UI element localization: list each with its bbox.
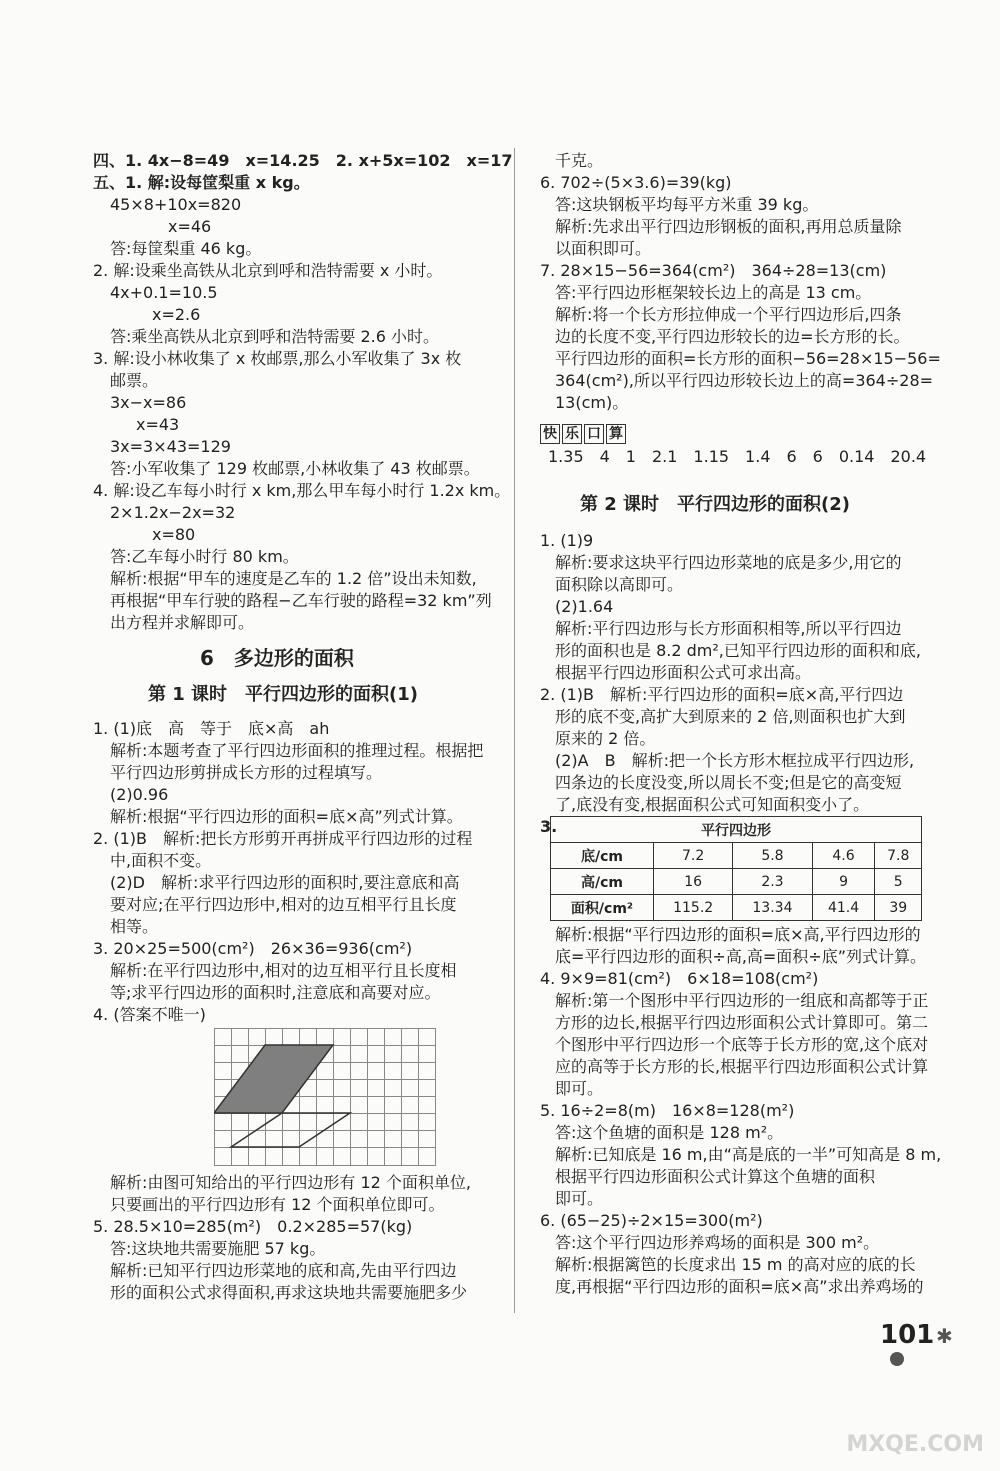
answer-line: (2)0.96 [110, 785, 169, 804]
answer-line: 3. 20×25=500(cm²) 26×36=936(cm²) [93, 939, 413, 958]
answer-line: 答:小军收集了 129 枚邮票,小林收集了 43 枚邮票。 [110, 459, 480, 478]
answer-line: 千克。 [555, 151, 604, 170]
analysis-line: 出方程并求解即可。 [110, 613, 255, 632]
analysis-line: 应的高等于长方形的长,根据平行四边形面积公式计算 [555, 1057, 929, 1076]
row-label: 底/cm [551, 843, 654, 869]
answer-line: x=2.6 [152, 305, 201, 324]
analysis-line: 解析:平行四边形与长方形面积相等,所以平行四边 [555, 619, 902, 638]
answer-line: 答:这块地共需要施肥 57 kg。 [110, 1239, 326, 1258]
analysis-line: 解析:已知底是 16 m,由“高是底的一半”可知高是 8 m, [555, 1145, 942, 1164]
analysis-line: 解析:根据“平行四边形的面积=底×高,平行四边形的 [555, 925, 921, 944]
answer-line: 6. 702÷(5×3.6)=39(kg) [540, 173, 732, 192]
analysis-line: 平行四边形剪拼成长方形的过程填写。 [110, 763, 383, 782]
question-label: 3. [540, 817, 558, 836]
watermark: MXQE.COM [846, 1432, 984, 1457]
analysis-line: 解析:本题考查了平行四边形面积的推理过程。根据把 [110, 741, 484, 760]
analysis-line: 方形的边长,根据平行四边形面积公式计算即可。第二 [555, 1013, 929, 1032]
analysis-line: 只要画出的平行四边形有 12 个面积单位即可。 [110, 1195, 445, 1214]
analysis-line: 解析:由图可知给出的平行四边形有 12 个面积单位, [110, 1173, 472, 1192]
answer-line: 答:乘坐高铁从北京到呼和浩特需要 2.6 小时。 [110, 327, 440, 346]
kuaile-char: 乐 [562, 424, 582, 444]
answer-line: 五、1. 解:设每筐梨重 x kg。 [93, 173, 310, 192]
analysis-line: 解析:先求出平行四边形钢板的面积,再用总质量除 [555, 217, 902, 236]
table-row [551, 869, 922, 895]
answer-line: 四、1. 4x−8=49 x=14.25 2. x+5x=102 x=17 [93, 151, 513, 170]
table-cell: 2.3 [733, 869, 812, 895]
analysis-line: 解析:在平行四边形中,相对的边互相平行且长度相 [110, 961, 457, 980]
table-cell: 7.8 [875, 843, 922, 869]
answer-line: x=43 [136, 415, 180, 434]
analysis-line: 解析:将一个长方形拉伸成一个平行四边形后,四条 [555, 305, 902, 324]
table-title: 平行四边形 [551, 817, 922, 843]
analysis-line: 根据平行四边形面积公式可求出高。 [555, 663, 812, 682]
answer-line: 1. (1)9 [540, 531, 594, 550]
answer-line: 7. 28×15−56=364(cm²) 364÷28=13(cm) [540, 261, 887, 280]
analysis-line: 边的长度不变,平行四边形较长的边=长方形的长。 [555, 327, 910, 346]
analysis-line: 即可。 [555, 1189, 604, 1208]
answer-line: x=80 [152, 525, 196, 544]
table-row [551, 843, 922, 869]
analysis-line: 个图形中平行四边形一个底等于长方形的宽,这个底对 [555, 1035, 929, 1054]
analysis-line: 解析:要求这块平行四边形菜地的底是多少,用它的 [555, 553, 902, 572]
analysis-line: 解析:根据篱笆的长度求出 15 m 的高对应的底的长 [555, 1255, 916, 1274]
analysis-line: 中,面积不变。 [110, 851, 212, 870]
answer-line: 邮票。 [110, 371, 159, 390]
kuaile-kousuan-label [540, 424, 626, 444]
kuaile-char: 口 [584, 424, 604, 444]
analysis-line: 解析:根据“甲车的速度是乙车的 1.2 倍”设出未知数, [110, 569, 477, 588]
answer-line: 45×8+10x=820 [110, 195, 242, 214]
answer-line: 3. 解:设小林收集了 x 枚邮票,那么小军收集了 3x 枚 [93, 349, 462, 368]
table-cell: 16 [654, 869, 733, 895]
answer-line: 4x+0.1=10.5 [110, 283, 218, 302]
analysis-line: 面积除以高即可。 [555, 575, 684, 594]
analysis-line: 364(cm²),所以平行四边形较长边上的高=364÷28= [555, 371, 934, 390]
answer-line: 6. (65−25)÷2×15=300(m²) [540, 1211, 763, 1230]
table-cell: 39 [875, 895, 922, 921]
dot-decoration [890, 1352, 904, 1366]
table-cell: 5.8 [733, 843, 812, 869]
analysis-line: 以面积即可。 [555, 239, 652, 258]
answer-line: x=46 [168, 217, 212, 236]
kuaile-char: 快 [540, 424, 560, 444]
answer-line: 答:乙车每小时行 80 km。 [110, 547, 299, 566]
analysis-line: 13(cm)。 [555, 393, 629, 412]
table-cell: 41.4 [812, 895, 875, 921]
page-number: 101 [880, 1320, 935, 1350]
analysis-line: 解析:第一个图形中平行四边形的一组底和高都等于正 [555, 991, 929, 1010]
kuaile-answers: 1.35 4 1 2.1 1.15 1.4 6 6 0.14 20.4 [548, 447, 927, 466]
answer-line: 4. 解:设乙车每小时行 x km,那么甲车每小时行 1.2x km。 [93, 481, 511, 500]
analysis-line: 要对应;在平行四边形中,相对的边互相平行且长度 [110, 895, 457, 914]
chapter-title: 6 多边形的面积 [200, 646, 354, 670]
analysis-line: 解析:已知平行四边形菜地的底和高,先由平行四边 [110, 1261, 457, 1280]
table-row [551, 895, 922, 921]
analysis-line: 根据平行四边形面积公式计算这个鱼塘的面积 [555, 1167, 876, 1186]
answer-line: (2)D 解析:求平行四边形的面积时,要注意底和高 [110, 873, 460, 892]
analysis-line: 形的面积公式求得面积,再求这块地共需要施肥多少 [110, 1283, 468, 1302]
analysis-line: 了,底没有变,根据面积公式可知面积变小了。 [555, 795, 870, 814]
kuaile-char: 算 [606, 424, 626, 444]
answer-line: (2)A B 解析:把一个长方形木框拉成平行四边形, [555, 751, 915, 770]
answer-line: 答:平行四边形框架较长边上的高是 13 cm。 [555, 283, 872, 302]
table-cell: 4.6 [812, 843, 875, 869]
parallelogram-table [550, 816, 922, 921]
analysis-line: 等;求平行四边形的面积时,注意底和高要对应。 [110, 983, 441, 1002]
answer-line: 5. 16÷2=8(m) 16×8=128(m²) [540, 1101, 795, 1120]
analysis-line: 解析:根据“平行四边形的面积=底×高”列式计算。 [110, 807, 463, 826]
analysis-line: 即可。 [555, 1079, 604, 1098]
answer-line: 4. 9×9=81(cm²) 6×18=108(cm²) [540, 969, 819, 988]
table-cell: 13.34 [733, 895, 812, 921]
answer-line: (2)1.64 [555, 597, 614, 616]
analysis-line: 四条边的长度没变,所以周长不变;但是它的高变短 [555, 773, 902, 792]
table-cell: 9 [812, 869, 875, 895]
answer-line: 3x−x=86 [110, 393, 187, 412]
analysis-line: 度,再根据“平行四边形的面积=底×高”求出养鸡场的 [555, 1277, 924, 1296]
answer-line: 答:这块钢板平均每平方米重 39 kg。 [555, 195, 819, 214]
analysis-line: 平行四边形的面积=长方形的面积−56=28×15−56= [555, 349, 941, 368]
table-cell: 7.2 [654, 843, 733, 869]
answer-line: 答:这个平行四边形养鸡场的面积是 300 m²。 [555, 1233, 880, 1252]
analysis-line: 再根据“甲车行驶的路程−乙车行驶的路程=32 km”列 [110, 591, 492, 610]
lesson-title: 第 2 课时 平行四边形的面积(2) [580, 494, 851, 515]
answer-line: 答:每筐梨重 46 kg。 [110, 239, 262, 258]
analysis-line: 相等。 [110, 917, 159, 936]
star-icon: ✱ [936, 1324, 953, 1348]
answer-line: 答:这个鱼塘的面积是 128 m²。 [555, 1123, 784, 1142]
analysis-line: 原来的 2 倍。 [555, 729, 656, 748]
table-cell: 115.2 [654, 895, 733, 921]
row-label: 面积/cm² [551, 895, 654, 921]
analysis-line: 底=平行四边形的面积÷高,高=面积÷底”列式计算。 [555, 947, 927, 966]
grid-figure [214, 1028, 436, 1166]
answer-line: 2. 解:设乘坐高铁从北京到呼和浩特需要 x 小时。 [93, 261, 443, 280]
answer-line: 3x=3×43=129 [110, 437, 231, 456]
analysis-line: 形的面积也是 8.2 dm²,已知平行四边形的面积和底, [555, 641, 921, 660]
answer-line: 2×1.2x−2x=32 [110, 503, 236, 522]
answer-line: 4. (答案不唯一) [93, 1005, 206, 1024]
answer-line: 5. 28.5×10=285(m²) 0.2×285=57(kg) [93, 1217, 413, 1236]
answer-line: 2. (1)B 解析:平行四边形的面积=底×高,平行四边 [540, 685, 904, 704]
analysis-line: 形的底不变,高扩大到原来的 2 倍,则面积也扩大到 [555, 707, 906, 726]
lesson-title: 第 1 课时 平行四边形的面积(1) [148, 684, 419, 705]
answer-line: 1. (1)底 高 等于 底×高 ah [93, 719, 330, 738]
row-label: 高/cm [551, 869, 654, 895]
column-divider [514, 148, 515, 1313]
answer-line: 2. (1)B 解析:把长方形剪开再拼成平行四边形的过程 [93, 829, 473, 848]
table-cell: 5 [875, 869, 922, 895]
